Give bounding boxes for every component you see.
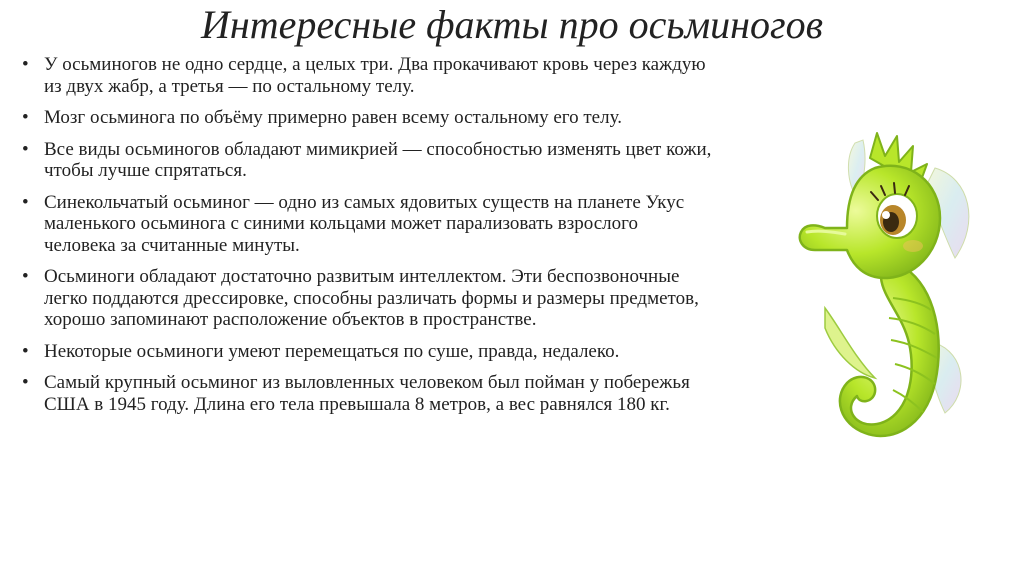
fact-item bbox=[22, 139, 712, 182]
belly-fin bbox=[825, 308, 875, 378]
fact-text: Все виды осьминогов обладают мимикрией — способностью изменять цвет кожи, чтобы лучше спрятаться. bbox=[44, 138, 712, 181]
fact-text: Самый крупный осьминог из выловленных человеком был пойман у побережья США в 1945 году. Длина его тела превышала 8 метров, а вес равнялся 180 кг. bbox=[44, 372, 690, 415]
bullet-icon: • bbox=[22, 107, 29, 128]
slide-title: Интересные факты про осьминогов bbox=[201, 2, 823, 47]
bullet-icon: • bbox=[22, 372, 29, 393]
fact-text: Некоторые осьминоги умеют перемещаться по суше, правда, недалеко. bbox=[44, 340, 620, 362]
bullet-icon: • bbox=[22, 54, 29, 75]
fact-item bbox=[22, 341, 712, 363]
fact-item bbox=[22, 266, 712, 331]
fact-item bbox=[22, 54, 712, 97]
head bbox=[800, 166, 940, 278]
fact-text: Мозг осьминога по объёму примерно равен всему остальному его телу. bbox=[44, 107, 622, 128]
facts-list bbox=[22, 54, 712, 425]
eye-glint bbox=[882, 211, 890, 219]
fact-item bbox=[22, 192, 712, 257]
cheek bbox=[903, 240, 923, 252]
fact-text: Осьминоги обладают достаточно развитым интеллектом. Эти беспозвоночные легко поддаются дрессировке, способны различать формы и размеры предметов, хорошо запоминают расположение объектов в пространстве. bbox=[44, 266, 699, 330]
bullet-icon: • bbox=[22, 266, 29, 287]
bullet-icon: • bbox=[22, 191, 29, 213]
seahorse-icon bbox=[785, 128, 985, 478]
fact-item bbox=[22, 372, 712, 415]
fact-text: У осьминогов не одно сердце, а целых три. Два прокачивают кровь через каждую из двух жабр, а третья — по остальному телу. bbox=[44, 54, 706, 97]
fact-item bbox=[22, 107, 712, 129]
fact-text: Синекольчатый осьминог — одно из самых ядовитых существ на планете Укус маленького осьминога с синими кольцами может парализовать взрослого человека за считанные минуты. bbox=[44, 191, 685, 256]
bullet-icon: • bbox=[22, 138, 29, 160]
bullet-icon: • bbox=[22, 340, 29, 362]
